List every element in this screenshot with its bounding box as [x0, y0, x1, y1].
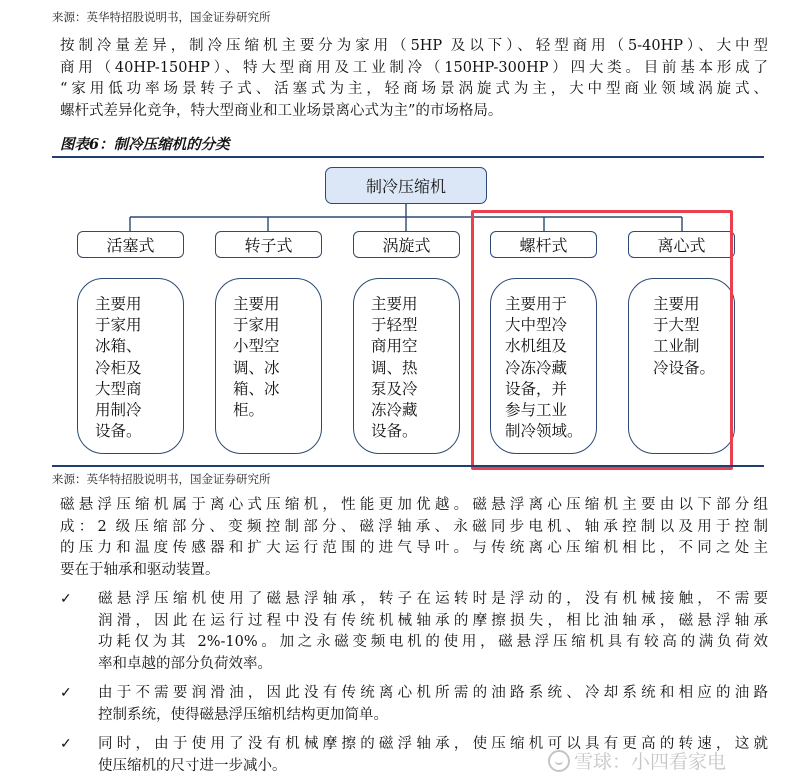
check-icon: ✓ [60, 685, 72, 701]
description-line: 箱、冰 [233, 379, 280, 398]
category-node-piston: 活塞式 [77, 231, 184, 258]
top-source-note: 来源：英华特招股说明书，国金证券研究所 [52, 10, 271, 24]
description-line: 主要用 [371, 295, 418, 313]
description-line: 主要用 [653, 295, 700, 313]
description-line: 设备。 [371, 422, 418, 441]
intro-line: “家用低功率场景转子式、活塞式为主，轻商场景涡旋式为主，大中型商业领域涡旋式、 [60, 81, 768, 98]
category-node-scroll: 涡旋式 [353, 231, 460, 258]
description-line: 设备。 [95, 422, 142, 441]
description-line: 参与工业 [505, 401, 568, 420]
bullet-line: 功耗仅为其 2%-10%。加之永磁变频电机的使用，磁悬浮压缩机具有较高的满负荷效 [98, 634, 768, 651]
maglev-line: 的压力和温度传感器和扩大运行范围的进气导叶。与传统离心压缩机相比，不同之处主 [60, 540, 768, 557]
category-node-screw: 螺杆式 [490, 231, 597, 258]
description-line: 主要用 [233, 295, 280, 313]
category-node-centrifugal: 离心式 [628, 231, 735, 258]
description-line: 设备，并 [505, 379, 568, 398]
root-node: 制冷压缩机 [325, 167, 487, 204]
bullet-line: 由于不需要润滑油，因此没有传统离心机所需的油路系统、冷却系统和相应的油路 [98, 685, 768, 701]
figure-bottom-rule [52, 465, 764, 467]
description-line: 冷冻冷藏 [505, 358, 568, 377]
intro-line: 螺杆式差异化竞争，特大型商业和工业场景离心式为主”的市场格局。 [60, 102, 503, 119]
description-node-rotary [215, 278, 322, 454]
category-node-rotary: 转子式 [215, 231, 322, 258]
snowball-logo-icon [548, 750, 570, 772]
highlight-frame [471, 210, 733, 470]
description-line: 制冷领域。 [505, 422, 583, 441]
description-line: 水机组及 [505, 337, 568, 356]
bullet-line: 使压缩机的尺寸进一步减小。 [98, 757, 287, 774]
description-line: 调、热 [371, 358, 418, 377]
bullet-line: 磁悬浮压缩机使用了磁悬浮轴承，转子在运转时是浮动的，没有机械接触，不需要 [98, 591, 768, 607]
description-line: 主要用于 [505, 295, 568, 313]
description-line: 用制冷 [95, 401, 142, 420]
description-line: 于轻型 [371, 316, 418, 335]
description-line: 商用空 [371, 337, 418, 356]
bullet-line: 控制系统，使得磁悬浮压缩机结构更加简单。 [98, 706, 388, 723]
maglev-line: 要在于轴承和驱动装置。 [60, 561, 220, 578]
description-line: 大型商 [95, 379, 142, 398]
description-line: 于家用 [233, 316, 280, 335]
maglev-line: 成：2 级压缩部分、变频控制部分、磁浮轴承、永磁同步电机、轴承控制以及用于控制 [60, 518, 768, 535]
description-line: 调、冰 [233, 358, 280, 377]
description-line: 于大型 [653, 316, 700, 335]
watermark [548, 747, 726, 774]
figure-title: 图表6：制冷压缩机的分类 [60, 136, 230, 153]
description-line: 主要用 [95, 295, 142, 313]
watermark-text: 雪球：小四看家电 [574, 751, 727, 773]
description-line: 冷柜及 [95, 358, 142, 377]
maglev-line: 磁悬浮压缩机属于离心式压缩机，性能更加优越。磁悬浮离心压缩机主要由以下部分组 [60, 497, 768, 513]
maglev-paragraph [60, 495, 768, 581]
description-line: 冻冷藏 [371, 401, 418, 420]
description-node-scroll [353, 278, 460, 454]
bottom-source-note: 来源：英华特招股说明书，国金证券研究所 [52, 472, 271, 486]
intro-line: 商用（40HP-150HP）、特大型商用及工业制冷（150HP-300HP）四大类。目前基本形成了 [60, 59, 768, 76]
description-line: 小型空 [233, 337, 280, 356]
check-icon: ✓ [60, 591, 72, 607]
description-line: 大中型冷 [505, 316, 568, 335]
intro-line: 按制冷量差异，制冷压缩机主要分为家用（5HP 及以下）、轻型商用（5-40HP）、大中型 [60, 38, 768, 54]
bullet-line: 润滑，因此在运行过程中没有传统机械轴承的摩擦损失，相比油轴承，磁悬浮轴承 [98, 612, 768, 629]
description-line: 于家用 [95, 316, 142, 335]
description-line: 冰箱、 [95, 337, 142, 356]
description-line: 冷设备。 [653, 358, 716, 377]
description-line: 泵及冷 [371, 379, 418, 398]
description-line: 工业制 [653, 337, 700, 356]
bullet-line: 率和卓越的部分负荷效率。 [98, 655, 272, 672]
description-node-piston [77, 278, 184, 454]
check-icon: ✓ [60, 736, 72, 752]
bullet-line: 同时，由于使用了没有机械摩擦的磁浮轴承，使压缩机可以具有更高的转速，这就 [98, 736, 768, 752]
description-line: 柜。 [233, 401, 265, 420]
